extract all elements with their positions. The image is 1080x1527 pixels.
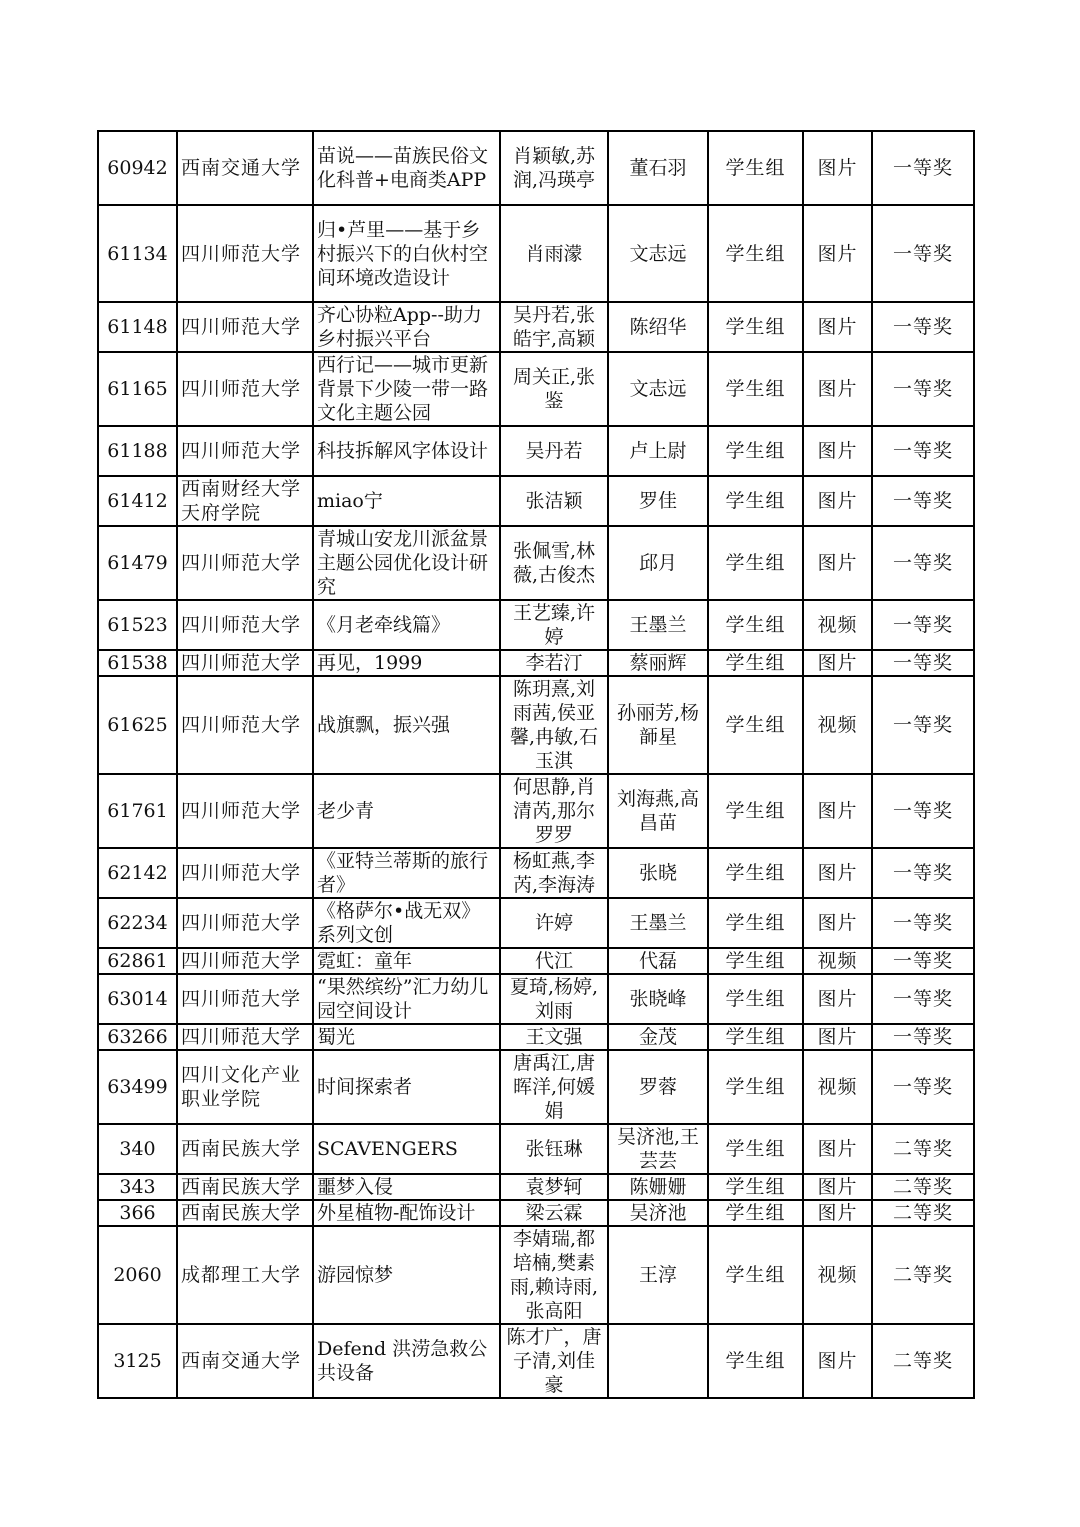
prize-cell: 一等奖 [872,948,974,974]
tutor-cell: 蔡丽辉 [608,650,708,676]
work-type-cell: 图片 [803,1024,872,1050]
authors-cell: 周关正,张鉴 [500,352,608,426]
prize-cell: 一等奖 [872,650,974,676]
authors-cell: 张佩雪,林薇,古俊杰 [500,526,608,600]
work-title-cell: 老少青 [313,774,500,848]
work-title-cell: 霓虹：童年 [313,948,500,974]
table-row [98,526,974,600]
table-row [98,131,974,205]
work-title-cell: 科技拆解风字体设计 [313,426,500,476]
work-title-cell: 青城山安龙川派盆景主题公园优化设计研究 [313,526,500,600]
entry-id-cell: 61538 [98,650,177,676]
table-row [98,476,974,526]
work-type-cell: 图片 [803,302,872,352]
tutor-cell: 吴济池,王芸芸 [608,1124,708,1174]
work-type-cell: 视频 [803,676,872,774]
work-type-cell: 图片 [803,526,872,600]
work-title-cell: 《格萨尔•战无双》系列文创 [313,898,500,948]
authors-cell: 李婧瑞,都培楠,樊素雨,赖诗雨,张高阳 [500,1226,608,1324]
authors-cell: 陈玥熹,刘雨茜,侯亚馨,冉敏,石玉淇 [500,676,608,774]
work-title-cell: miao宁 [313,476,500,526]
group-cell: 学生组 [708,898,803,948]
tutor-cell: 金茂 [608,1024,708,1050]
table-row [98,1226,974,1324]
entry-id-cell: 61523 [98,600,177,650]
group-cell: 学生组 [708,676,803,774]
table-row [98,1200,974,1226]
work-type-cell: 图片 [803,848,872,898]
table-row [98,352,974,426]
tutor-cell: 董石羽 [608,131,708,205]
prize-cell: 一等奖 [872,848,974,898]
authors-cell: 吴丹若,张皓宇,高颖 [500,302,608,352]
entry-id-cell: 62234 [98,898,177,948]
school-cell: 四川师范大学 [177,526,313,600]
table-row [98,426,974,476]
entry-id-cell: 62861 [98,948,177,974]
entry-id-cell: 61412 [98,476,177,526]
table-row [98,600,974,650]
work-type-cell: 视频 [803,1050,872,1124]
authors-cell: 梁云霖 [500,1200,608,1226]
entry-id-cell: 61625 [98,676,177,774]
tutor-cell: 文志远 [608,352,708,426]
school-cell: 西南民族大学 [177,1200,313,1226]
school-cell: 西南民族大学 [177,1124,313,1174]
prize-cell: 一等奖 [872,1024,974,1050]
prize-cell: 二等奖 [872,1200,974,1226]
entry-id-cell: 63499 [98,1050,177,1124]
authors-cell: 许婷 [500,898,608,948]
group-cell: 学生组 [708,1324,803,1398]
tutor-cell: 刘海燕,高昌苗 [608,774,708,848]
group-cell: 学生组 [708,600,803,650]
school-cell: 四川师范大学 [177,974,313,1024]
table-row [98,302,974,352]
tutor-cell: 张晓 [608,848,708,898]
work-title-cell: 归•芦里——基于乡村振兴下的白伙村空间环境改造设计 [313,205,500,302]
work-title-cell: 时间探索者 [313,1050,500,1124]
group-cell: 学生组 [708,352,803,426]
table-row [98,848,974,898]
school-cell: 四川文化产业职业学院 [177,1050,313,1124]
authors-cell: 代江 [500,948,608,974]
table-row [98,1324,974,1398]
tutor-cell: 吴济池 [608,1200,708,1226]
school-cell: 四川师范大学 [177,352,313,426]
tutor-cell: 陈姗姗 [608,1174,708,1200]
group-cell: 学生组 [708,1024,803,1050]
table-row [98,650,974,676]
prize-cell: 一等奖 [872,600,974,650]
work-title-cell: 《亚特兰蒂斯的旅行者》 [313,848,500,898]
tutor-cell: 文志远 [608,205,708,302]
group-cell: 学生组 [708,848,803,898]
group-cell: 学生组 [708,1174,803,1200]
work-type-cell: 视频 [803,600,872,650]
entry-id-cell: 61188 [98,426,177,476]
group-cell: 学生组 [708,1200,803,1226]
school-cell: 四川师范大学 [177,948,313,974]
entry-id-cell: 61165 [98,352,177,426]
authors-cell: 王艺臻,许婷 [500,600,608,650]
work-title-cell: 齐心协粒App--助力乡村振兴平台 [313,302,500,352]
work-type-cell: 图片 [803,898,872,948]
school-cell: 成都理工大学 [177,1226,313,1324]
work-type-cell: 图片 [803,1200,872,1226]
prize-cell: 一等奖 [872,974,974,1024]
school-cell: 四川师范大学 [177,1024,313,1050]
tutor-cell: 张晓峰 [608,974,708,1024]
authors-cell: 肖颖敏,苏润,冯瑛亭 [500,131,608,205]
work-title-cell: “果然缤纷”汇力幼儿园空间设计 [313,974,500,1024]
table-row [98,1124,974,1174]
school-cell: 四川师范大学 [177,650,313,676]
school-cell: 四川师范大学 [177,774,313,848]
entry-id-cell: 61761 [98,774,177,848]
group-cell: 学生组 [708,1050,803,1124]
prize-cell: 一等奖 [872,1050,974,1124]
entry-id-cell: 340 [98,1124,177,1174]
table-row [98,205,974,302]
tutor-cell: 王淳 [608,1226,708,1324]
prize-cell: 一等奖 [872,676,974,774]
table-row [98,948,974,974]
work-title-cell: 蜀光 [313,1024,500,1050]
prize-cell: 二等奖 [872,1226,974,1324]
school-cell: 四川师范大学 [177,676,313,774]
group-cell: 学生组 [708,974,803,1024]
prize-cell: 一等奖 [872,426,974,476]
prize-cell: 一等奖 [872,205,974,302]
awards-table-body [98,131,974,1398]
group-cell: 学生组 [708,131,803,205]
work-type-cell: 图片 [803,352,872,426]
authors-cell: 王文强 [500,1024,608,1050]
entry-id-cell: 61148 [98,302,177,352]
tutor-cell: 卢上尉 [608,426,708,476]
prize-cell: 二等奖 [872,1324,974,1398]
entry-id-cell: 63014 [98,974,177,1024]
entry-id-cell: 63266 [98,1024,177,1050]
authors-cell: 陈才广，唐子清,刘佳豪 [500,1324,608,1398]
school-cell: 四川师范大学 [177,898,313,948]
work-type-cell: 图片 [803,131,872,205]
authors-cell: 杨虹燕,李芮,李海涛 [500,848,608,898]
authors-cell: 李若汀 [500,650,608,676]
work-title-cell: 《月老牵线篇》 [313,600,500,650]
prize-cell: 一等奖 [872,476,974,526]
school-cell: 四川师范大学 [177,205,313,302]
authors-cell: 肖雨濛 [500,205,608,302]
entry-id-cell: 343 [98,1174,177,1200]
school-cell: 西南财经大学天府学院 [177,476,313,526]
work-title-cell: 再见，1999 [313,650,500,676]
entry-id-cell: 366 [98,1200,177,1226]
authors-cell: 夏琦,杨婷,刘雨 [500,974,608,1024]
tutor-cell: 邱月 [608,526,708,600]
work-type-cell: 视频 [803,1226,872,1324]
group-cell: 学生组 [708,774,803,848]
authors-cell: 张洁颖 [500,476,608,526]
table-row [98,676,974,774]
tutor-cell: 罗佳 [608,476,708,526]
tutor-cell: 代磊 [608,948,708,974]
table-row [98,774,974,848]
group-cell: 学生组 [708,948,803,974]
work-type-cell: 图片 [803,974,872,1024]
authors-cell: 唐禹江,唐晖洋,何媛娟 [500,1050,608,1124]
school-cell: 四川师范大学 [177,302,313,352]
table-row [98,1174,974,1200]
entry-id-cell: 2060 [98,1226,177,1324]
authors-cell: 袁梦轲 [500,1174,608,1200]
school-cell: 西南交通大学 [177,1324,313,1398]
work-type-cell: 图片 [803,774,872,848]
prize-cell: 一等奖 [872,526,974,600]
tutor-cell: 孙丽芳,杨韴星 [608,676,708,774]
work-type-cell: 视频 [803,948,872,974]
entry-id-cell: 61479 [98,526,177,600]
group-cell: 学生组 [708,302,803,352]
entry-id-cell: 62142 [98,848,177,898]
work-type-cell: 图片 [803,1174,872,1200]
entry-id-cell: 61134 [98,205,177,302]
work-title-cell: Defend 洪涝急救公共设备 [313,1324,500,1398]
table-row [98,898,974,948]
work-type-cell: 图片 [803,650,872,676]
tutor-cell: 王墨兰 [608,898,708,948]
prize-cell: 二等奖 [872,1174,974,1200]
school-cell: 四川师范大学 [177,600,313,650]
tutor-cell: 罗蓉 [608,1050,708,1124]
authors-cell: 吴丹若 [500,426,608,476]
work-title-cell: 战旗飘，振兴强 [313,676,500,774]
prize-cell: 一等奖 [872,352,974,426]
work-title-cell: 苗说——苗族民俗文化科普+电商类APP [313,131,500,205]
work-title-cell: 游园惊梦 [313,1226,500,1324]
tutor-cell [608,1324,708,1398]
work-type-cell: 图片 [803,1124,872,1174]
group-cell: 学生组 [708,650,803,676]
group-cell: 学生组 [708,205,803,302]
prize-cell: 一等奖 [872,302,974,352]
school-cell: 西南交通大学 [177,131,313,205]
prize-cell: 一等奖 [872,898,974,948]
group-cell: 学生组 [708,426,803,476]
school-cell: 四川师范大学 [177,848,313,898]
table-row [98,1050,974,1124]
work-title-cell: 噩梦入侵 [313,1174,500,1200]
tutor-cell: 王墨兰 [608,600,708,650]
group-cell: 学生组 [708,1226,803,1324]
work-type-cell: 图片 [803,1324,872,1398]
prize-cell: 一等奖 [872,774,974,848]
work-title-cell: 西行记——城市更新背景下少陵一带一路文化主题公园 [313,352,500,426]
group-cell: 学生组 [708,1124,803,1174]
prize-cell: 一等奖 [872,131,974,205]
school-cell: 四川师范大学 [177,426,313,476]
tutor-cell: 陈绍华 [608,302,708,352]
prize-cell: 二等奖 [872,1124,974,1174]
entry-id-cell: 60942 [98,131,177,205]
table-row [98,1024,974,1050]
work-type-cell: 图片 [803,426,872,476]
work-title-cell: 外星植物-配饰设计 [313,1200,500,1226]
awards-table [97,130,975,1399]
authors-cell: 何思静,肖清芮,那尔罗罗 [500,774,608,848]
work-type-cell: 图片 [803,476,872,526]
work-title-cell: SCAVENGERS [313,1124,500,1174]
work-type-cell: 图片 [803,205,872,302]
group-cell: 学生组 [708,526,803,600]
school-cell: 西南民族大学 [177,1174,313,1200]
group-cell: 学生组 [708,476,803,526]
authors-cell: 张钰琳 [500,1124,608,1174]
table-row [98,974,974,1024]
entry-id-cell: 3125 [98,1324,177,1398]
